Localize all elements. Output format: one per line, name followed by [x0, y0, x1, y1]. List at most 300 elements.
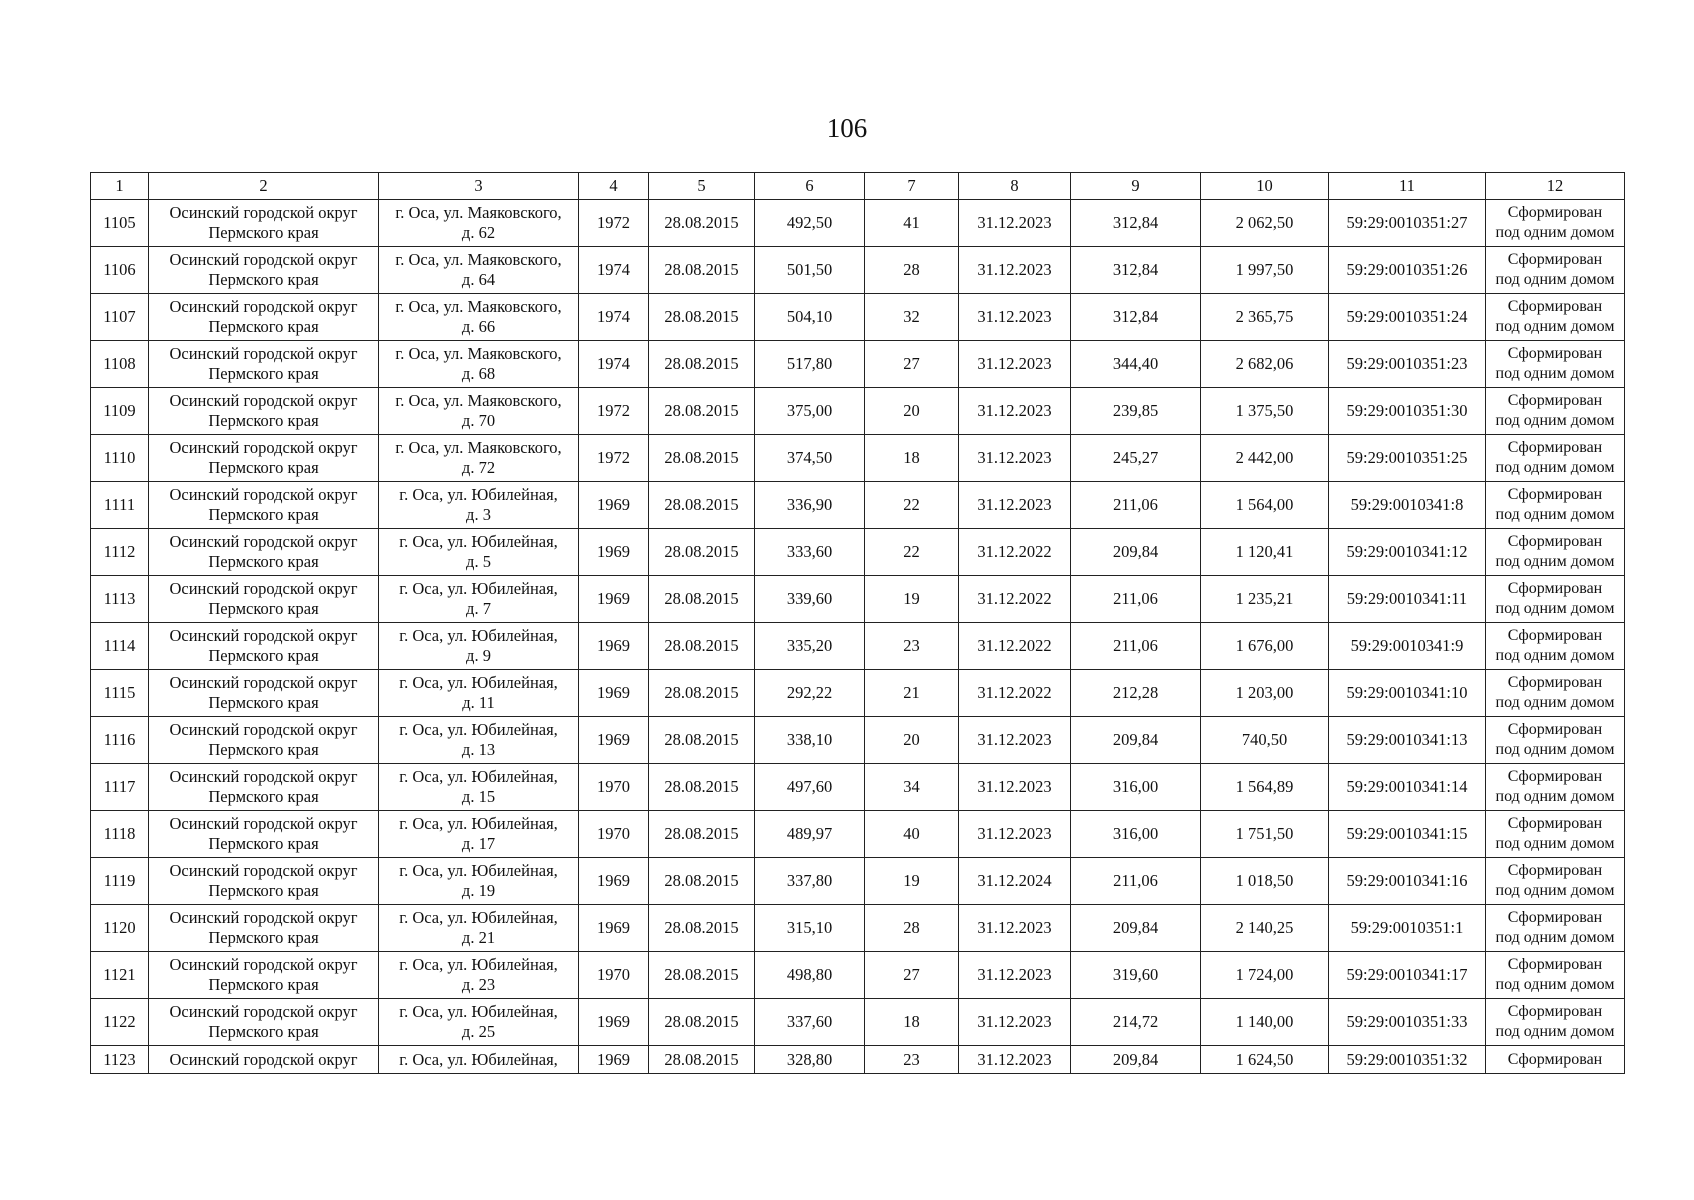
status-cell — [1486, 717, 1625, 764]
row-number-cell: 1113 — [91, 576, 149, 623]
address-cell-line: д. 23 — [461, 975, 496, 994]
table-row — [91, 952, 1625, 999]
table-row — [91, 811, 1625, 858]
column-header: 2 — [149, 173, 379, 200]
status-cell-line: Сформирован — [1507, 1050, 1603, 1068]
status-cell — [1486, 529, 1625, 576]
deadline-cell: 31.12.2022 — [959, 623, 1071, 670]
year-cell: 1969 — [579, 858, 649, 905]
status-cell-line: под одним домом — [1495, 929, 1615, 946]
count-cell: 18 — [865, 999, 959, 1046]
district-cell-line: Пермского края — [208, 270, 319, 289]
address-cell-line: г. Оса, ул. Юбилейная, — [399, 1049, 558, 1069]
table-row — [91, 623, 1625, 670]
count-cell: 23 — [865, 1046, 959, 1074]
status-cell-line: Сформирован — [1507, 674, 1603, 691]
district-cell-line: Пермского края — [208, 317, 319, 336]
address-cell — [379, 482, 579, 529]
district-cell — [149, 858, 379, 905]
row-number-cell: 1115 — [91, 670, 149, 717]
status-cell-line: под одним домом — [1495, 224, 1615, 241]
cadastral-number-cell: 59:29:0010351:32 — [1329, 1046, 1486, 1074]
date-cell: 28.08.2015 — [649, 764, 755, 811]
status-cell-line: под одним домом — [1495, 1023, 1615, 1040]
deadline-cell: 31.12.2023 — [959, 764, 1071, 811]
area-cell: 333,60 — [755, 529, 865, 576]
address-cell — [379, 999, 579, 1046]
cadastral-number-cell: 59:29:0010341:10 — [1329, 670, 1486, 717]
district-cell-line: Пермского края — [208, 364, 319, 383]
count-cell: 21 — [865, 670, 959, 717]
address-cell-line: д. 66 — [461, 317, 496, 336]
table-row — [91, 717, 1625, 764]
status-cell-line: Сформирован — [1507, 298, 1603, 315]
address-cell-line: д. 70 — [461, 411, 496, 430]
address-cell-line: д. 13 — [461, 740, 496, 759]
area-cell: 504,10 — [755, 294, 865, 341]
district-cell — [149, 482, 379, 529]
deadline-cell: 31.12.2023 — [959, 200, 1071, 247]
status-cell-line: под одним домом — [1495, 788, 1615, 805]
address-cell — [379, 247, 579, 294]
district-cell-line: Осинский городской округ — [169, 438, 358, 457]
deadline-cell: 31.12.2023 — [959, 388, 1071, 435]
value-cell: 1 564,00 — [1201, 482, 1329, 529]
address-cell-line: г. Оса, ул. Маяковского, — [395, 344, 562, 363]
cadastral-number-cell: 59:29:0010351:25 — [1329, 435, 1486, 482]
deadline-cell: 31.12.2023 — [959, 482, 1071, 529]
district-cell — [149, 999, 379, 1046]
status-cell — [1486, 294, 1625, 341]
count-cell: 32 — [865, 294, 959, 341]
cadastral-number-cell: 59:29:0010341:11 — [1329, 576, 1486, 623]
year-cell: 1969 — [579, 529, 649, 576]
year-cell: 1972 — [579, 200, 649, 247]
district-cell — [149, 670, 379, 717]
status-cell — [1486, 1046, 1625, 1074]
address-cell-line: д. 64 — [461, 270, 496, 289]
address-cell-line: д. 3 — [466, 505, 491, 524]
district-cell — [149, 811, 379, 858]
date-cell: 28.08.2015 — [649, 529, 755, 576]
value-cell: 1 375,50 — [1201, 388, 1329, 435]
row-number-cell: 1107 — [91, 294, 149, 341]
area-cell: 375,00 — [755, 388, 865, 435]
district-cell-line: Осинский городской округ — [169, 203, 358, 222]
value-cell: 740,50 — [1201, 717, 1329, 764]
address-cell — [379, 764, 579, 811]
cadastral-number-cell: 59:29:0010351:30 — [1329, 388, 1486, 435]
date-cell: 28.08.2015 — [649, 670, 755, 717]
address-cell-line: д. 5 — [466, 552, 491, 571]
value-cell: 312,84 — [1071, 294, 1201, 341]
deadline-cell: 31.12.2023 — [959, 435, 1071, 482]
row-number-cell: 1109 — [91, 388, 149, 435]
address-cell — [379, 200, 579, 247]
district-cell-line: Осинский городской округ — [169, 861, 358, 880]
district-cell — [149, 576, 379, 623]
year-cell: 1969 — [579, 670, 649, 717]
column-header: 5 — [649, 173, 755, 200]
column-header: 10 — [1201, 173, 1329, 200]
district-cell-line: Пермского края — [208, 552, 319, 571]
table-body — [91, 200, 1625, 1074]
value-cell: 211,06 — [1071, 576, 1201, 623]
count-cell: 20 — [865, 388, 959, 435]
status-cell-line: Сформирован — [1507, 909, 1603, 926]
count-cell: 41 — [865, 200, 959, 247]
district-cell-line: Осинский городской округ — [169, 250, 358, 269]
district-cell — [149, 764, 379, 811]
count-cell: 19 — [865, 576, 959, 623]
column-header: 3 — [379, 173, 579, 200]
area-cell: 328,80 — [755, 1046, 865, 1074]
address-cell-line: г. Оса, ул. Юбилейная, — [399, 814, 558, 833]
value-cell: 211,06 — [1071, 623, 1201, 670]
area-cell: 489,97 — [755, 811, 865, 858]
cadastral-number-cell: 59:29:0010341:14 — [1329, 764, 1486, 811]
year-cell: 1974 — [579, 294, 649, 341]
district-cell-line: Осинский городской округ — [169, 720, 358, 739]
date-cell: 28.08.2015 — [649, 952, 755, 999]
district-cell-line: Пермского края — [208, 458, 319, 477]
year-cell: 1969 — [579, 717, 649, 764]
cadastral-number-cell: 59:29:0010351:27 — [1329, 200, 1486, 247]
district-cell-line: Осинский городской округ — [169, 532, 358, 551]
address-cell — [379, 905, 579, 952]
status-cell — [1486, 905, 1625, 952]
district-cell-line: Осинский городской округ — [169, 485, 358, 504]
count-cell: 27 — [865, 952, 959, 999]
address-cell-line: д. 7 — [466, 599, 491, 618]
date-cell: 28.08.2015 — [649, 388, 755, 435]
year-cell: 1969 — [579, 482, 649, 529]
cadastral-number-cell: 59:29:0010341:13 — [1329, 717, 1486, 764]
status-cell-line: Сформирован — [1507, 1003, 1603, 1020]
cadastral-number-cell: 59:29:0010341:8 — [1329, 482, 1486, 529]
district-cell-line: Пермского края — [208, 693, 319, 712]
value-cell: 312,84 — [1071, 247, 1201, 294]
area-cell: 335,20 — [755, 623, 865, 670]
district-cell-line: Пермского края — [208, 1022, 319, 1041]
status-cell — [1486, 670, 1625, 717]
district-cell — [149, 952, 379, 999]
address-cell-line: г. Оса, ул. Юбилейная, — [399, 532, 558, 551]
row-number-cell: 1105 — [91, 200, 149, 247]
status-cell — [1486, 200, 1625, 247]
status-cell-line: под одним домом — [1495, 647, 1615, 664]
row-number-cell: 1114 — [91, 623, 149, 670]
value-cell: 1 120,41 — [1201, 529, 1329, 576]
area-cell: 336,90 — [755, 482, 865, 529]
district-cell — [149, 529, 379, 576]
address-cell — [379, 858, 579, 905]
address-cell-line: г. Оса, ул. Юбилейная, — [399, 626, 558, 645]
column-header: 9 — [1071, 173, 1201, 200]
address-cell-line: д. 21 — [461, 928, 496, 947]
district-cell-line: Осинский городской округ — [169, 814, 358, 833]
deadline-cell: 31.12.2024 — [959, 858, 1071, 905]
address-cell-line: г. Оса, ул. Юбилейная, — [399, 485, 558, 504]
date-cell: 28.08.2015 — [649, 200, 755, 247]
year-cell: 1974 — [579, 341, 649, 388]
date-cell: 28.08.2015 — [649, 1046, 755, 1074]
count-cell: 23 — [865, 623, 959, 670]
address-cell-line: д. 15 — [461, 787, 496, 806]
year-cell: 1972 — [579, 435, 649, 482]
status-cell-line: Сформирован — [1507, 251, 1603, 268]
status-cell-line: Сформирован — [1507, 956, 1603, 973]
value-cell: 1 751,50 — [1201, 811, 1329, 858]
status-cell-line: под одним домом — [1495, 835, 1615, 852]
table-row — [91, 482, 1625, 529]
status-cell-line: под одним домом — [1495, 271, 1615, 288]
status-cell-line: Сформирован — [1507, 486, 1603, 503]
date-cell: 28.08.2015 — [649, 341, 755, 388]
area-cell: 339,60 — [755, 576, 865, 623]
district-cell — [149, 905, 379, 952]
value-cell: 209,84 — [1071, 529, 1201, 576]
value-cell: 312,84 — [1071, 200, 1201, 247]
cadastral-number-cell: 59:29:0010341:9 — [1329, 623, 1486, 670]
district-cell-line: Осинский городской округ — [169, 626, 358, 645]
value-cell: 1 140,00 — [1201, 999, 1329, 1046]
address-cell-line: д. 9 — [466, 646, 491, 665]
date-cell: 28.08.2015 — [649, 247, 755, 294]
deadline-cell: 31.12.2023 — [959, 905, 1071, 952]
address-cell-line: д. 11 — [462, 693, 495, 712]
district-cell-line: Осинский городской округ — [169, 391, 358, 410]
district-cell — [149, 388, 379, 435]
address-cell-line: г. Оса, ул. Юбилейная, — [399, 955, 558, 974]
address-cell-line: г. Оса, ул. Юбилейная, — [399, 673, 558, 692]
table-row — [91, 670, 1625, 717]
table-row — [91, 247, 1625, 294]
value-cell: 2 062,50 — [1201, 200, 1329, 247]
deadline-cell: 31.12.2023 — [959, 999, 1071, 1046]
district-cell-line: Осинский городской округ — [169, 1002, 358, 1021]
address-cell-line: д. 72 — [461, 458, 496, 477]
cadastral-number-cell: 59:29:0010351:26 — [1329, 247, 1486, 294]
year-cell: 1970 — [579, 764, 649, 811]
row-number-cell: 1116 — [91, 717, 149, 764]
status-cell — [1486, 952, 1625, 999]
row-number-cell: 1108 — [91, 341, 149, 388]
district-cell-line: Осинский городской округ — [169, 955, 358, 974]
area-cell: 497,60 — [755, 764, 865, 811]
status-cell-line: Сформирован — [1507, 204, 1603, 221]
address-cell-line: г. Оса, ул. Маяковского, — [395, 250, 562, 269]
district-cell-line: Пермского края — [208, 505, 319, 524]
status-cell-line: под одним домом — [1495, 365, 1615, 382]
address-cell — [379, 623, 579, 670]
date-cell: 28.08.2015 — [649, 294, 755, 341]
district-cell — [149, 247, 379, 294]
cadastral-number-cell: 59:29:0010341:17 — [1329, 952, 1486, 999]
status-cell-line: Сформирован — [1507, 768, 1603, 785]
address-cell — [379, 576, 579, 623]
address-cell — [379, 811, 579, 858]
year-cell: 1970 — [579, 811, 649, 858]
cadastral-number-cell: 59:29:0010351:1 — [1329, 905, 1486, 952]
column-header: 6 — [755, 173, 865, 200]
year-cell: 1969 — [579, 905, 649, 952]
count-cell: 22 — [865, 482, 959, 529]
count-cell: 40 — [865, 811, 959, 858]
value-cell: 1 018,50 — [1201, 858, 1329, 905]
column-header: 1 — [91, 173, 149, 200]
value-cell: 1 997,50 — [1201, 247, 1329, 294]
row-number-cell: 1117 — [91, 764, 149, 811]
value-cell: 209,84 — [1071, 1046, 1201, 1074]
deadline-cell: 31.12.2023 — [959, 952, 1071, 999]
value-cell: 212,28 — [1071, 670, 1201, 717]
address-cell — [379, 952, 579, 999]
status-cell-line: под одним домом — [1495, 976, 1615, 993]
year-cell: 1969 — [579, 999, 649, 1046]
cadastral-number-cell: 59:29:0010351:24 — [1329, 294, 1486, 341]
status-cell-line: под одним домом — [1495, 741, 1615, 758]
deadline-cell: 31.12.2023 — [959, 717, 1071, 764]
address-cell-line: г. Оса, ул. Маяковского, — [395, 297, 562, 316]
value-cell: 344,40 — [1071, 341, 1201, 388]
value-cell: 1 624,50 — [1201, 1046, 1329, 1074]
date-cell: 28.08.2015 — [649, 576, 755, 623]
status-cell — [1486, 811, 1625, 858]
row-number-cell: 1122 — [91, 999, 149, 1046]
status-cell-line: под одним домом — [1495, 600, 1615, 617]
deadline-cell: 31.12.2022 — [959, 529, 1071, 576]
status-cell-line: Сформирован — [1507, 533, 1603, 550]
district-cell — [149, 200, 379, 247]
deadline-cell: 31.12.2023 — [959, 294, 1071, 341]
status-cell-line: Сформирован — [1507, 345, 1603, 362]
table-row — [91, 999, 1625, 1046]
row-number-cell: 1119 — [91, 858, 149, 905]
area-cell: 292,22 — [755, 670, 865, 717]
value-cell: 1 564,89 — [1201, 764, 1329, 811]
value-cell: 316,00 — [1071, 764, 1201, 811]
table-row — [91, 764, 1625, 811]
date-cell: 28.08.2015 — [649, 623, 755, 670]
district-cell-line: Пермского края — [208, 928, 319, 947]
count-cell: 27 — [865, 341, 959, 388]
status-cell — [1486, 247, 1625, 294]
deadline-cell: 31.12.2022 — [959, 670, 1071, 717]
status-cell-line: под одним домом — [1495, 459, 1615, 476]
district-cell-line: Пермского края — [208, 834, 319, 853]
status-cell — [1486, 764, 1625, 811]
table-row — [91, 435, 1625, 482]
district-cell-line: Пермского края — [208, 411, 319, 430]
district-cell — [149, 435, 379, 482]
district-cell-line: Осинский городской округ — [169, 344, 358, 363]
status-cell — [1486, 999, 1625, 1046]
address-cell-line: г. Оса, ул. Маяковского, — [395, 391, 562, 410]
date-cell: 28.08.2015 — [649, 858, 755, 905]
status-cell-line: Сформирован — [1507, 815, 1603, 832]
table-row — [91, 388, 1625, 435]
district-cell — [149, 1046, 379, 1074]
status-cell — [1486, 576, 1625, 623]
year-cell: 1969 — [579, 576, 649, 623]
address-cell-line: г. Оса, ул. Юбилейная, — [399, 720, 558, 739]
year-cell: 1972 — [579, 388, 649, 435]
row-number-cell: 1120 — [91, 905, 149, 952]
column-header: 4 — [579, 173, 649, 200]
housing-registry-table — [90, 172, 1625, 1074]
address-cell-line: г. Оса, ул. Маяковского, — [395, 438, 562, 457]
area-cell: 337,80 — [755, 858, 865, 905]
row-number-cell: 1112 — [91, 529, 149, 576]
status-cell — [1486, 341, 1625, 388]
cadastral-number-cell: 59:29:0010341:15 — [1329, 811, 1486, 858]
address-cell — [379, 341, 579, 388]
address-cell-line: г. Оса, ул. Маяковского, — [395, 203, 562, 222]
address-cell — [379, 529, 579, 576]
area-cell: 315,10 — [755, 905, 865, 952]
value-cell: 319,60 — [1071, 952, 1201, 999]
address-cell-line: г. Оса, ул. Юбилейная, — [399, 767, 558, 786]
row-number-cell: 1123 — [91, 1046, 149, 1074]
value-cell: 1 235,21 — [1201, 576, 1329, 623]
deadline-cell: 31.12.2023 — [959, 1046, 1071, 1074]
year-cell: 1969 — [579, 623, 649, 670]
district-cell-line: Осинский городской округ — [169, 673, 358, 692]
page-number: 106 — [826, 113, 868, 143]
value-cell: 239,85 — [1071, 388, 1201, 435]
status-cell-line: под одним домом — [1495, 553, 1615, 570]
column-header: 12 — [1486, 173, 1625, 200]
table-row — [91, 294, 1625, 341]
status-cell — [1486, 482, 1625, 529]
address-cell-line: д. 62 — [461, 223, 496, 242]
row-number-cell: 1118 — [91, 811, 149, 858]
value-cell: 211,06 — [1071, 858, 1201, 905]
status-cell-line: Сформирован — [1507, 392, 1603, 409]
status-cell-line: Сформирован — [1507, 580, 1603, 597]
date-cell: 28.08.2015 — [649, 717, 755, 764]
district-cell-line: Пермского края — [208, 646, 319, 665]
table-row — [91, 905, 1625, 952]
address-cell-line: г. Оса, ул. Юбилейная, — [399, 861, 558, 880]
value-cell: 316,00 — [1071, 811, 1201, 858]
table-row — [91, 529, 1625, 576]
count-cell: 34 — [865, 764, 959, 811]
date-cell: 28.08.2015 — [649, 482, 755, 529]
status-cell — [1486, 858, 1625, 905]
column-header: 11 — [1329, 173, 1486, 200]
count-cell: 22 — [865, 529, 959, 576]
address-cell-line: д. 68 — [461, 364, 496, 383]
district-cell-line: Пермского края — [208, 975, 319, 994]
value-cell: 209,84 — [1071, 905, 1201, 952]
cadastral-number-cell: 59:29:0010341:12 — [1329, 529, 1486, 576]
value-cell: 2 365,75 — [1201, 294, 1329, 341]
value-cell: 1 724,00 — [1201, 952, 1329, 999]
deadline-cell: 31.12.2022 — [959, 576, 1071, 623]
row-number-cell: 1111 — [91, 482, 149, 529]
value-cell: 214,72 — [1071, 999, 1201, 1046]
status-cell — [1486, 623, 1625, 670]
address-cell-line: г. Оса, ул. Юбилейная, — [399, 1002, 558, 1021]
status-cell-line: Сформирован — [1507, 862, 1603, 879]
status-cell-line: под одним домом — [1495, 694, 1615, 711]
count-cell: 20 — [865, 717, 959, 764]
status-cell-line: под одним домом — [1495, 882, 1615, 899]
value-cell: 211,06 — [1071, 482, 1201, 529]
address-cell-line: д. 25 — [461, 1022, 496, 1041]
